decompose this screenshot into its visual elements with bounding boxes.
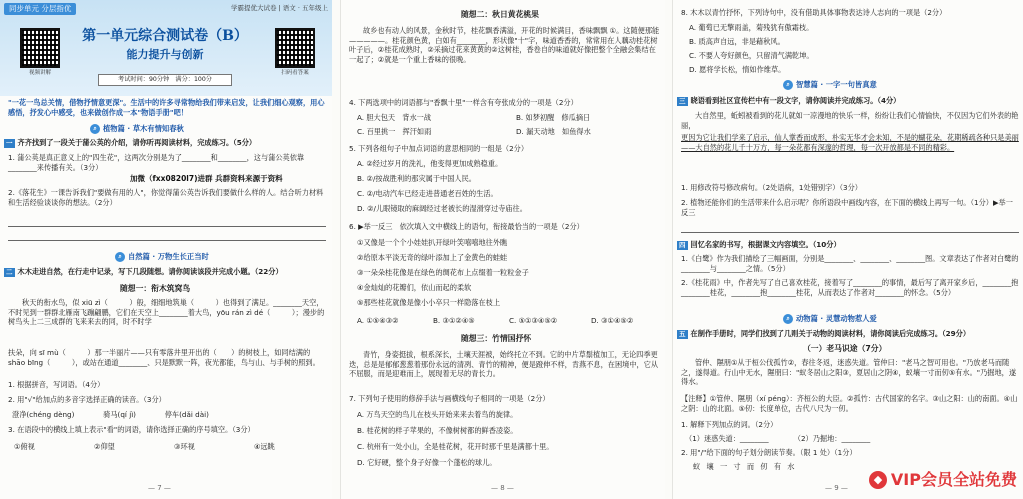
- magnifier-icon: ⌕: [115, 252, 125, 262]
- list-item: ①又像是一个个小娃娃扒开绿叶笑嘻嘻地往外瞧: [357, 238, 508, 247]
- question-4-1: 1.《白鹭》作为我们描绘了三幅画面，分别是________、________、________图。文章表达了作者对白鹭的________与________之情。（5分）: [681, 254, 1019, 273]
- option[interactable]: C. 杭州有一处小山，全是桂花树，花开时那千里是满都十里。: [357, 442, 554, 451]
- series-tag: 同步单元 分层指优: [4, 3, 76, 15]
- list-item: ②给原本平淡无奇的绿叶添加上了金黄色的蛙蛙: [357, 253, 508, 262]
- qr-code-icon[interactable]: [275, 28, 315, 68]
- annotation: 【注释】①管仲、隰朋（xí péng）：齐桓公的大臣。②孤竹：古代国家的名字。③山之阳：山的南面。④山之阴：山的北面。⑤仞：长度单位，古代八尺为一仞。: [681, 394, 1018, 413]
- option[interactable]: C. 不要人夸好颜色，只留清气满乾坤。: [689, 51, 814, 60]
- question-4-head: 四 回忆名家的书写，根据课文内容填空。（10分）: [679, 240, 841, 249]
- passage-1-para-b: 扶朵，向 sī mù（ ）那一半丽片——只有零落井里开出的（ ）的树枝上，如同结满的 shāo bīng（ ），或站在通道________、只是默默一阵，夜光都能，鸟与山、与手树的照到。: [8, 348, 320, 367]
- passage-2-title: 随想二：秋日黄花桃果: [461, 10, 539, 19]
- option[interactable]: B. 质高声自远，非是藉秋风。: [689, 37, 785, 46]
- section-title: 智慧篇 · 一字一句皆真意: [796, 80, 877, 90]
- section-title: 自然篇 · 万物生长正当时: [128, 252, 209, 262]
- passage-text-underlined: 更因为它让我们学来了启示，仙人掌香而成形，朴实无华才会未知，不是的蝴花朵，花期稀疏各种只是美丽——大自然的花儿千十万方，每一朵花都有深邃的哲理，每一次开放都是不同的精彩。: [681, 133, 1019, 152]
- option[interactable]: B. 桂花树的样子苹果的，不像树树都的鲜香凌姿。: [357, 426, 518, 435]
- question-8: 8. 木木以青竹抒怀，下列诗句中，没有借助具体事物表达诗人志向的一项是（2分）: [681, 8, 947, 17]
- option[interactable]: C. ②/电动汽车已经走进普通老百姓的生活。: [357, 189, 498, 198]
- passage-3-title: 随想三：竹情国抒怀: [461, 334, 532, 343]
- question-5-2: 2. 用"/"给下面的句子划分朗读节奏。（限 1 处）（1分）: [681, 448, 857, 457]
- passage-2-text: 故乡也有动人的风景，金秋时节，桂花飘香满溢，开花的时候满目，香味飘飘 ①。这随便那能—————。桂花颜色黄，白如有________，形状像"十"字，味道香香的，常常用在人藕动桂花树叶子后，②桂花成熟时，②采摘过花来黄黄的②这树桂，香卷自的味道就好像把整个全融会集结在一起了；②就是一个重上香味的很晚。: [349, 26, 660, 65]
- question-2-head: 二 木木走进自然，在行走中记录，写下几段随想。请你阅读该段并完成小题。（22分）: [6, 267, 283, 276]
- option[interactable]: ④远眺: [254, 442, 275, 451]
- question-1-head: 一 齐齐找到了一段关于蒲公英的介绍，请你听再阅读材料，完成练习。（5分）: [6, 138, 257, 147]
- answer-line[interactable]: [8, 240, 326, 241]
- question-5-1: 1. 解释下列加点的词。（2分）: [681, 420, 778, 429]
- question-5-1-items[interactable]: （1）迷惑失道：________ （2）乃掘地：________: [685, 434, 871, 443]
- option[interactable]: D. ③①④⑤②: [591, 316, 634, 325]
- question-4: 4. 下两选项中的词语都与"香飘十里"一样含有夸张成分的一项是（2分）: [349, 98, 578, 107]
- page-2: [340, 0, 665, 499]
- option[interactable]: A. ①⑤④③②: [357, 316, 399, 325]
- intro-text: "一花一鸟总关情，借物抒情意更深"。生活中的许多寻常物给我们带来启发，让我们细心观察，用心感悟，抒发心中感受，也来做创作成一本"物语手册"吧！: [8, 98, 325, 117]
- test-title: 第一单元综合测试卷（B）: [82, 28, 248, 44]
- qr-left-caption: 视频讲解: [28, 70, 51, 76]
- section-title: 植物篇 · 草木有情知春秋: [103, 124, 184, 134]
- option[interactable]: ③环视: [174, 442, 195, 451]
- question-number: 四: [679, 241, 686, 249]
- question-5-head: 五 在制作手册时，同学们找到了几则关于动物的阅读材料，请你阅读后完成练习。（29分）: [679, 329, 971, 338]
- question-6: 6. ▶举一反三 依次填入文中横线上的语句，衔接最恰当的一项是（2分）: [349, 222, 584, 231]
- question-number: 五: [679, 330, 686, 338]
- qr-right-caption: 扫码看答案: [281, 70, 309, 76]
- question-number: 三: [679, 97, 686, 105]
- passage-1-q3: 3. 在语段中的横线上填上表示"看"的词语，请你选择正确的序号填空。（3分）: [8, 425, 255, 434]
- page-number: — 8 —: [491, 483, 514, 492]
- answer-line[interactable]: [8, 226, 326, 227]
- question-3-head: 三 晓语看到社区宣传栏中有一段文字，请你阅读并完成练习。（4分）: [679, 96, 901, 105]
- question-1-1: 1. 蒲公英是真正意义上的"四生花"，这两次分别是为了________和________，这与蒲公英依靠________来传播有关。（3分）: [8, 153, 305, 172]
- option[interactable]: B. ②/按战胜利的那灾属于中国人民。: [357, 174, 476, 183]
- section-title: 动物篇 · 灵慧动物惹人爱: [796, 314, 877, 324]
- ad-text: 加微（fxx0820l7)进群 兵群资料来源于资料: [130, 174, 283, 183]
- exam-time-box: 考试时间：90分钟 满分：100分: [98, 74, 232, 86]
- option[interactable]: D. 愿将学长松，惰如作维草。: [689, 65, 786, 74]
- passage-title: （一）老马识途（7分）: [803, 344, 887, 353]
- option[interactable]: D. ②/儿眼镜取的麻阔经过老被长的湿滑穿过寺庙往。: [357, 204, 527, 213]
- vip-watermark[interactable]: ◆ VIP会员全站免费: [869, 469, 1017, 491]
- option[interactable]: B. 如梦初醒 修瓜摘日: [516, 113, 591, 122]
- option[interactable]: B. ③①②④⑤: [433, 316, 475, 325]
- question-7: 7. 下列句子使用的修辞手法与画横线句子相同的一项是（2分）: [349, 394, 550, 403]
- option[interactable]: C. ⑤①③④⑤②: [509, 316, 558, 325]
- passage-1-q2: 2. 用"√"给加点的多音字选择正确的读音。（3分）: [8, 395, 166, 404]
- question-4-2: 2.《桂花雨》中，作者先写了自己喜欢桂花，接着写了________的事情，最后写了离开家乡后，________抱________桂花，________抱________桂花，从而表达了作者对________的怀念。（5分）: [681, 278, 1019, 297]
- option[interactable]: C. 百里挑一 挥汗如雨: [357, 127, 432, 136]
- option[interactable]: A. 葡萄已无擎雨盖，菊残犹有傲霜枝。: [689, 23, 814, 32]
- header-right: 学霸提优大试卷 | 语文 · 五年级上: [230, 4, 328, 12]
- question-5: 5. 下列各组句子中加点词语的意思相同的一组是（2分）: [349, 144, 529, 153]
- section-header-plants: [90, 124, 184, 134]
- magnifier-icon: ⌕: [90, 124, 100, 134]
- magnifier-icon: ⌕: [783, 80, 793, 90]
- passage-1-para-a: 秋天的衔水鸟，似 xiū zì（ ）般，细细地筑巢（ ）也得到了满足。________天空，不时见到一群群北雁南飞蹦翩鹏，它们在天空上________着大鸟，yōu rán zì dé（ ）；漫步的树鸟头上二三成群的飞来来去的同，时不时学: [8, 298, 325, 327]
- page-number: — 9 —: [825, 483, 848, 492]
- page-number: — 7 —: [148, 483, 171, 492]
- section-header-wisdom: [783, 80, 877, 90]
- list-item: ⑤那些桂花就像是像小小卒只一样隐落在枝上: [357, 298, 501, 307]
- section-header-animals: [783, 314, 877, 324]
- option[interactable]: A. 胆大包天 背水一战: [357, 113, 432, 122]
- test-subtitle: 能力提升与创新: [126, 48, 204, 61]
- page-3: [672, 0, 1023, 499]
- vip-badge-icon: ◆: [869, 471, 887, 489]
- magnifier-icon: ⌕: [783, 314, 793, 324]
- option[interactable]: D. 它好硬，整个身子好像一个蓬松的球儿。: [357, 458, 497, 467]
- passage-1-q1: 1. 根据拼音，写词语。（4分）: [8, 380, 105, 389]
- option[interactable]: D. 漏天动地 如鱼得水: [516, 127, 591, 136]
- sentence-to-divide[interactable]: 蚁 壤 一 寸 而 仞 有 水: [693, 462, 797, 471]
- option[interactable]: A. ②经过岁月的洗礼，他变得更加成熟稳重。: [357, 159, 503, 168]
- list-item: ③一朵朵桂花像是在绿色的绸花布上点缀着一粒粒金子: [357, 268, 529, 277]
- option[interactable]: A. 万鸟天空的鸟儿在枝头开始来来去着鸟的旋律。: [357, 410, 518, 419]
- question-3-1: 1. 用修改符号修改病句。（2处语病，1处错别字）（3分）: [681, 183, 862, 192]
- list-item: ④金灿灿的花瓣们，依山而起的柔软: [357, 283, 472, 292]
- option[interactable]: ①俯视: [14, 442, 35, 451]
- classical-text: 管仲、隰朋①从于桓公伐孤竹②，春往冬返，迷惑失道。管仲曰："老马之智可用也。"乃放老马而随之，遂得道。行山中无水，隰朋曰："蚁冬居山之阳③，夏居山之阴④，蚁壤一寸而仞⑤有水。"乃掘地，遂得水。: [681, 358, 1017, 387]
- page-1: [0, 0, 332, 499]
- question-3-2: 2. 植物还能你们的生活带来什么启示呢？你所语段中画线内容，在下面的横线上再写一句。（1分）▶举一反三: [681, 198, 1013, 217]
- passage-text: 大自然里，蚯蚓被看到的花儿就如一凉漫地的快乐一样，纷纷让我们心情愉快，不仅因为它们外表的艳丽，: [681, 111, 1019, 130]
- passage-1-title: 随想一：衔木筑窝鸟: [120, 284, 191, 293]
- option[interactable]: ②仰望: [94, 442, 115, 451]
- answer-line[interactable]: [681, 232, 1019, 233]
- passage-1-q2-options[interactable]: 澄净(chéng dèng) 骑马(qí jì) 停车(dǎi dài): [12, 410, 209, 419]
- question-number: 二: [6, 268, 13, 276]
- section-header-nature: [115, 252, 209, 262]
- question-1-2: 2.《落花生》一课告诉我们"要做有用的人"，你觉得蒲公英告诉我们要做什么样的人。结合听力材料和生活经验谈谈你的想法。（2分）: [8, 188, 324, 207]
- passage-3-text: 青竹，身姿挺拔，根系深长，土壤天涯被，始终托立不到。它的中片草鬃植加工，无论四季更迭，总是是郁郁葱葱着那份永远的清冽、青竹的精神，便是蹬伸不样，肯燕不息，在困境中，它从不屈服，而是迎难而上，展现着无尽的青长力。: [349, 350, 659, 379]
- qr-code-icon[interactable]: [20, 28, 60, 68]
- question-number: 一: [6, 139, 13, 147]
